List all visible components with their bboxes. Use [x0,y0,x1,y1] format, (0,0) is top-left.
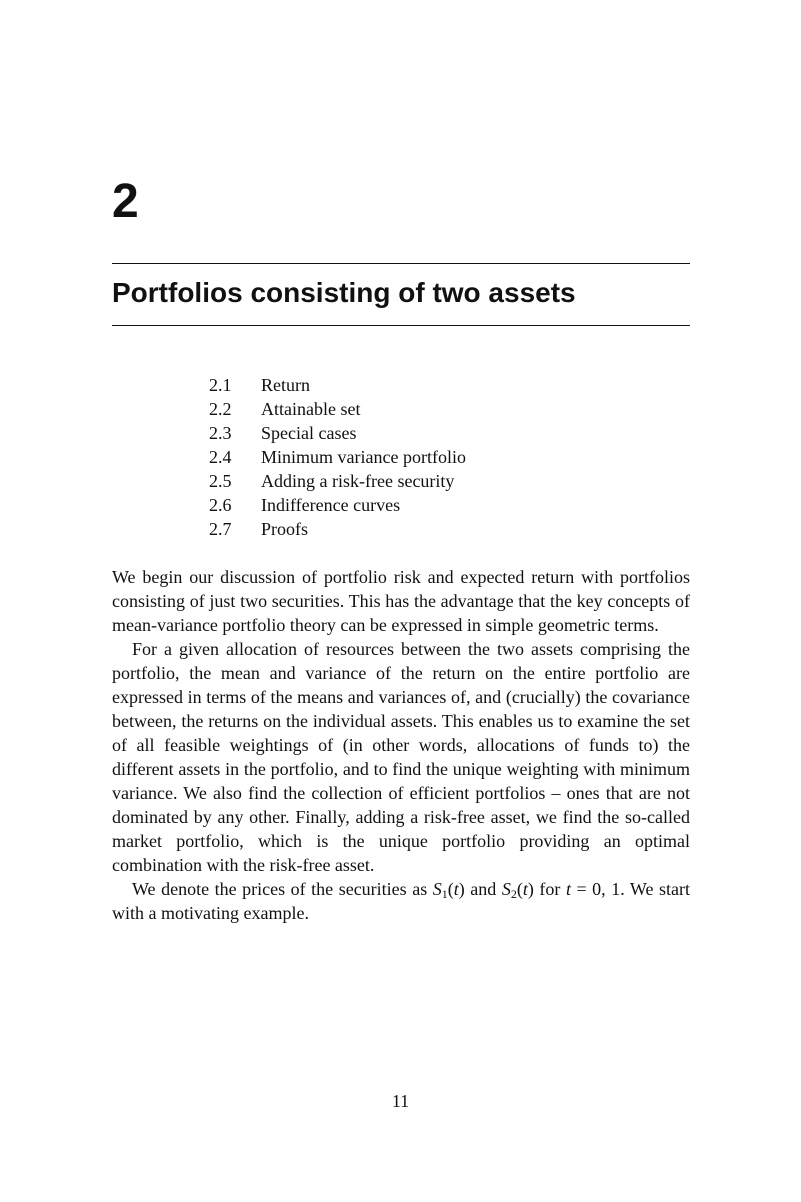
paragraph-notation [112,877,690,925]
toc-item-label: Return [261,375,310,395]
toc-item [209,397,466,421]
symbol-t-paren: (t) [516,879,534,899]
toc-item [209,373,466,397]
toc-item-number: 2.2 [209,399,232,419]
chapter-number: 2 [112,175,139,228]
toc-item-label: Adding a risk-free security [261,471,455,491]
title-rule-top [112,263,690,264]
page-number: 11 [391,1091,410,1111]
toc-item-number: 2.7 [209,519,232,539]
notation-and: and [464,879,502,899]
symbol-t: t [565,879,571,899]
symbol-s: S [432,879,442,899]
toc-item-label: Special cases [261,423,357,443]
notation-for: for [533,879,566,899]
toc-item [209,469,466,493]
toc-item [209,445,466,469]
body-text [112,565,690,925]
toc-item-number: 2.3 [209,423,232,443]
toc-item [209,493,466,517]
toc-item-label: Indifference curves [261,495,401,515]
toc-item-number: 2.1 [209,375,232,395]
notation-end: = 0, 1. We start with a motivating example. [112,879,690,923]
subscript-2: 2 [510,887,517,901]
subscript-1: 1 [441,887,448,901]
toc-item-number: 2.5 [209,471,232,491]
section-list [209,373,466,541]
toc-item-number: 2.6 [209,495,232,515]
paragraph-allocation: For a given allocation of resources between the two assets comprising the portfolio, the mean and variance of the return on the entire portfolio are expressed in terms of the means and variances of, and (crucially) the covariance between, the returns on the individual assets. This enables us to examine the set of all feasible weightings of (in other words, allocations of funds to) the different assets in the portfolio, and to find the unique weighting with minimum variance. We also find the collection of efficient portfolios – ones that are not dominated by any other. Finally, adding a risk-free asset, we find the so-called market portfolio, which is the unique portfolio providing an optimal combination with the risk-free asset. [112,639,690,875]
toc-item-number: 2.4 [209,447,232,467]
symbol-t-paren: (t) [447,879,465,899]
toc-item [209,517,466,541]
toc-item-label: Proofs [261,519,309,539]
toc-item-label: Minimum variance portfolio [261,447,466,467]
paragraph-intro: We begin our discussion of portfolio risk and expected return with portfolios consisting of just two securities. This has the advantage that the key concepts of mean-variance portfolio theory can be expressed in simple geometric terms. [112,567,690,635]
title-rule-bottom [112,325,690,326]
toc-item [209,421,466,445]
chapter-title: Portfolios consisting of two assets [112,277,576,308]
toc-item-label: Attainable set [261,399,361,419]
notation-text: We denote the prices of the securities as [132,879,433,899]
symbol-s: S [501,879,511,899]
